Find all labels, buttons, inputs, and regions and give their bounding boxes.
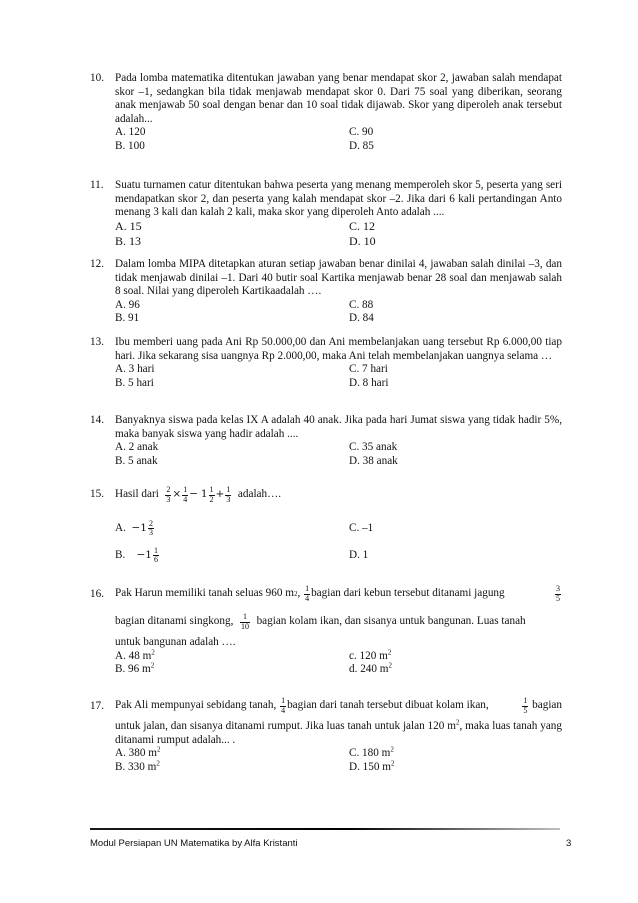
option-a: A. 120 [115,126,146,139]
option-d: D. 38 anak [349,454,398,467]
question-text: Dalam lomba MIPA ditetapkan aturan setiap jawaban benar dinilai 4, jawaban salah dinilai –3, dan tidak menjawab dinilai –1. Dari 40 butir soal Kartika menjawab benar 28 soal dan menjawab salah 8 soal. Nilai yang diperoleh Kartikaadalah …. [115,258,562,298]
question-text: Suatu turnamen catur ditentukan bahwa peserta yang menang memperoleh skor 5, peserta yang seri mendapatkan skor 2, dan peserta yang kalah mendapat skor –2. Jika dari 6 kali pertandingan Anto menang 3 kali dan kalah 2 kali, maka skor yang diperoleh Anto adalah .... [115,179,562,219]
question-number: 14. [90,414,104,426]
fraction: $\frac{1}{3}$ [226,485,231,504]
question-10 [90,72,562,154]
option-c: C. 12 [349,218,376,233]
option-a: A. 96 [115,298,140,311]
options [115,515,562,569]
option-d: D. 84 [349,312,374,325]
option-d: D. 85 [349,139,374,152]
question-number: 17. [90,700,104,712]
options [115,299,562,326]
option-b: B. 13 [115,233,142,248]
fraction: $\frac{1}{5}$ [523,696,528,715]
question-17 [90,692,562,774]
question-number: 10. [90,72,104,84]
operator: × [172,488,182,501]
question-15 [90,482,562,569]
option-c: C. 35 anak [349,441,398,454]
option-a: A. 15 [115,218,142,233]
option-b: B. 100 [115,139,145,152]
question-number: 16. [90,588,104,600]
question-number: 15. [90,488,104,500]
footer-text: Modul Persiapan UN Matematika by Alfa Kristanti [90,838,298,849]
fraction: $\frac{1}{10}$ [240,612,249,631]
options [115,363,562,390]
page-number: 3 [566,838,572,849]
whole-number: 1 [200,488,208,501]
option-d: D. 8 hari [349,376,389,389]
option-c: C. –1 [349,521,374,534]
option-b: B. −1 $\frac{1}{6}$ [115,545,158,564]
option-b: B. 5 hari [115,376,154,389]
option-c: C. 7 hari [349,363,388,376]
option-d: D. 150 $m^2$ [349,759,395,773]
options [115,647,562,677]
options [115,441,562,468]
question-suffix: adalah…. [237,488,282,501]
options [115,747,562,774]
question-12 [90,258,562,326]
question-14 [90,414,562,468]
question-text: Ibu memberi uang pada Ani Rp 50.000,00 dan Ani membelanjakan uang tersebut Rp 6.000,00 tiap hari. Jika sekarang sisa uangnya Rp 2.000,00, maka Ani telah membelanjakan uangnya selama … [115,336,562,362]
fraction: $\frac{2}{3}$ [166,485,171,504]
question-number: 12. [90,258,104,270]
question-number: 11. [90,179,104,191]
option-b: B. 5 anak [115,454,158,467]
options [115,220,562,250]
footer-divider [90,828,560,830]
fraction: $\frac{3}{5}$ [556,584,560,603]
question-text: Banyaknya siswa pada kelas IX A adalah 40 anak. Jika pada hari Jumat siswa yang tidak hadir 5%, maka banyak siswa yang hadir adalah .... [115,414,562,440]
option-c: c. 120 $m^2$ [349,647,392,662]
question-number: 13. [90,336,104,348]
question-13 [90,336,562,390]
option-d: D. 1 [349,548,369,561]
question-16 [90,580,562,677]
option-b: B. 91 [115,312,140,325]
option-c: C. 88 [349,298,374,311]
question-text [115,482,562,508]
option-d: D. 10 [349,233,376,248]
question-11 [90,179,562,250]
option-a: A. 48 $m^2$ [115,647,155,662]
fraction: $\frac{1}{2}$ [209,485,214,504]
option-b: B. 330 $m^2$ [115,759,160,773]
option-a: A. 2 anak [115,441,159,454]
question-text: Pak Harun memiliki tanah seluas 960 m 2 , $\frac{1}{4}$ bagian dari kebun tersebut ditanami jagung $\frac{3}{5}$ bagian ditanami singkong, $\frac{1}{10}$ bagian kolam ikan, dan sisanya untuk bangunan. Luas tanah untuk bangunan adalah …. [115,584,560,648]
fraction: $\frac{1}{4}$ [305,584,310,603]
operator: − [189,488,199,501]
option-c: C. 180 $m^2$ [349,745,394,760]
question-text: Pak Ali mempunyai sebidang tanah, $\frac{1}{4}$ bagian dari tanah tersebut dibuat kolam ikan, $\frac{1}{5}$ bagian untuk jalan, dan sisanya ditanami rumput. Jika luas tanah untuk jalan 120 $m^2$, maka luas tanah yang ditanami rumput adalah... . [115,696,562,746]
fraction: $\frac{1}{4}$ [281,696,286,715]
option-c: C. 90 [349,126,374,139]
options [115,126,562,153]
question-prefix: Hasil dari [115,488,159,501]
option-a: A. 3 hari [115,363,155,376]
option-b: B. 96 $m^2$ [115,661,155,676]
option-a: A. 380 $m^2$ [115,745,161,760]
operator: + [215,488,225,501]
option-a: A. −1 $\frac{2}{3}$ [115,518,153,537]
option-d: d. 240 $m^2$ [349,661,392,676]
fraction: $\frac{1}{4}$ [183,485,188,504]
question-text: Pada lomba matematika ditentukan jawaban yang benar mendapat skor 2, jawaban salah mendapat skor –1, sedangkan bila tidak menjawab mendapat skor 0. Dari 75 soal yang diberikan, seorang anak menjawab 50 soal dengan benar dan 10 soal tidak dijawab. Skor yang diperoleh anak tersebut adalah... [115,72,562,125]
